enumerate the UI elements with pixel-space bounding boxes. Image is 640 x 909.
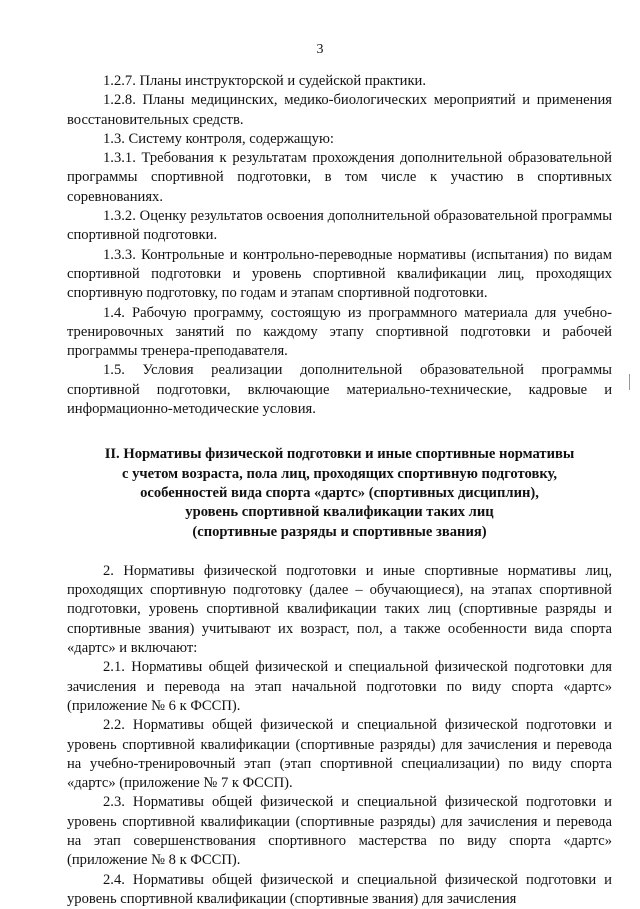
section-heading-line: (спортивные разряды и спортивные звания) [192,523,487,540]
paragraph-1-4: 1.4. Рабочую программу, состоящую из программного материала для учебно-тренировочных занятий по каждому этапу спортивной подготовки и рабочей программы тренера-преподавателя. [67,304,612,360]
paragraph-2: 2. Нормативы физической подготовки и иные спортивные нормативы лиц, проходящих спортивную подготовку (далее – обучающиеся), на этапах спортивной подготовки, уровень спортивной квалификации таких лиц (спортивные разряды и спортивные звания) учитывают их возраст, пол, а также особенности вида спорта «дартс» и включают: [67,562,612,657]
paragraph-2-4: 2.4. Нормативы общей физической и специальной физической подготовки и уровень спортивной квалификации (спортивные звания) для зачисления [67,871,612,907]
paragraph-2-1: 2.1. Нормативы общей физической и специальной физической подготовки для зачисления и перевода на этап начальной подготовки по виду спорта «дартс» (приложение № 6 к ФССП). [67,659,612,714]
paragraph-1-3-1: 1.3.1. Требования к результатам прохождения дополнительной образовательной программы спортивной подготовки, в том числе к участию в спортивных соревнованиях. [67,150,612,205]
section-heading-line: особенностей вида спорта «дартс» (спортивных дисциплин), [140,484,539,501]
paragraph-1-3-2: 1.3.2. Оценку результатов освоения дополнительной образовательной программы спортивной подготовки. [67,208,612,244]
scan-artifact-mark [629,374,630,390]
paragraph-1-2-8: 1.2.8. Планы медицинских, медико-биологических мероприятий и применения восстановительных средств. [67,92,612,128]
section-heading-line: II. Нормативы физической подготовки и иные спортивные нормативы [104,446,575,463]
paragraph-1-3: 1.3. Систему контроля, содержащую: [103,130,334,147]
page-number: 3 [316,42,324,57]
paragraph-2-3: 2.3. Нормативы общей физической и специальной физической подготовки и уровень спортивной квалификации (спортивные разряды) для зачисления и перевода на этап совершенствования спортивного мастерства по виду спорта «дартс» (приложение № 8 к ФССП). [67,794,612,869]
section-heading [67,445,612,541]
paragraph-1-3-3: 1.3.3. Контрольные и контрольно-переводные нормативы (испытания) по видам спортивной подготовки и уровень спортивной квалификации лиц, проходящих спортивную подготовку, по годам и этапам спортивной подготовки. [67,246,612,302]
section-heading-line: с учетом возраста, пола лиц, проходящих спортивную подготовку, [121,465,558,482]
section-heading-line: уровень спортивной квалификации таких лиц [185,504,494,521]
document-body [67,72,612,909]
paragraph-1-2-7: 1.2.7. Планы инструкторской и судейской практики. [103,73,426,89]
paragraph-2-2: 2.2. Нормативы общей физической и специальной физической подготовки и уровень спортивной квалификации (спортивные разряды) для зачисления и перевода на учебно-тренировочный этап (этап спортивной специализации) по виду спорта «дартс» (приложение № 7 к ФССП). [67,717,612,792]
paragraph-1-5: 1.5. Условия реализации дополнительной образовательной программы спортивной подготовки, включающие материально-технические, кадровые и информационно-методические условия. [67,362,612,418]
